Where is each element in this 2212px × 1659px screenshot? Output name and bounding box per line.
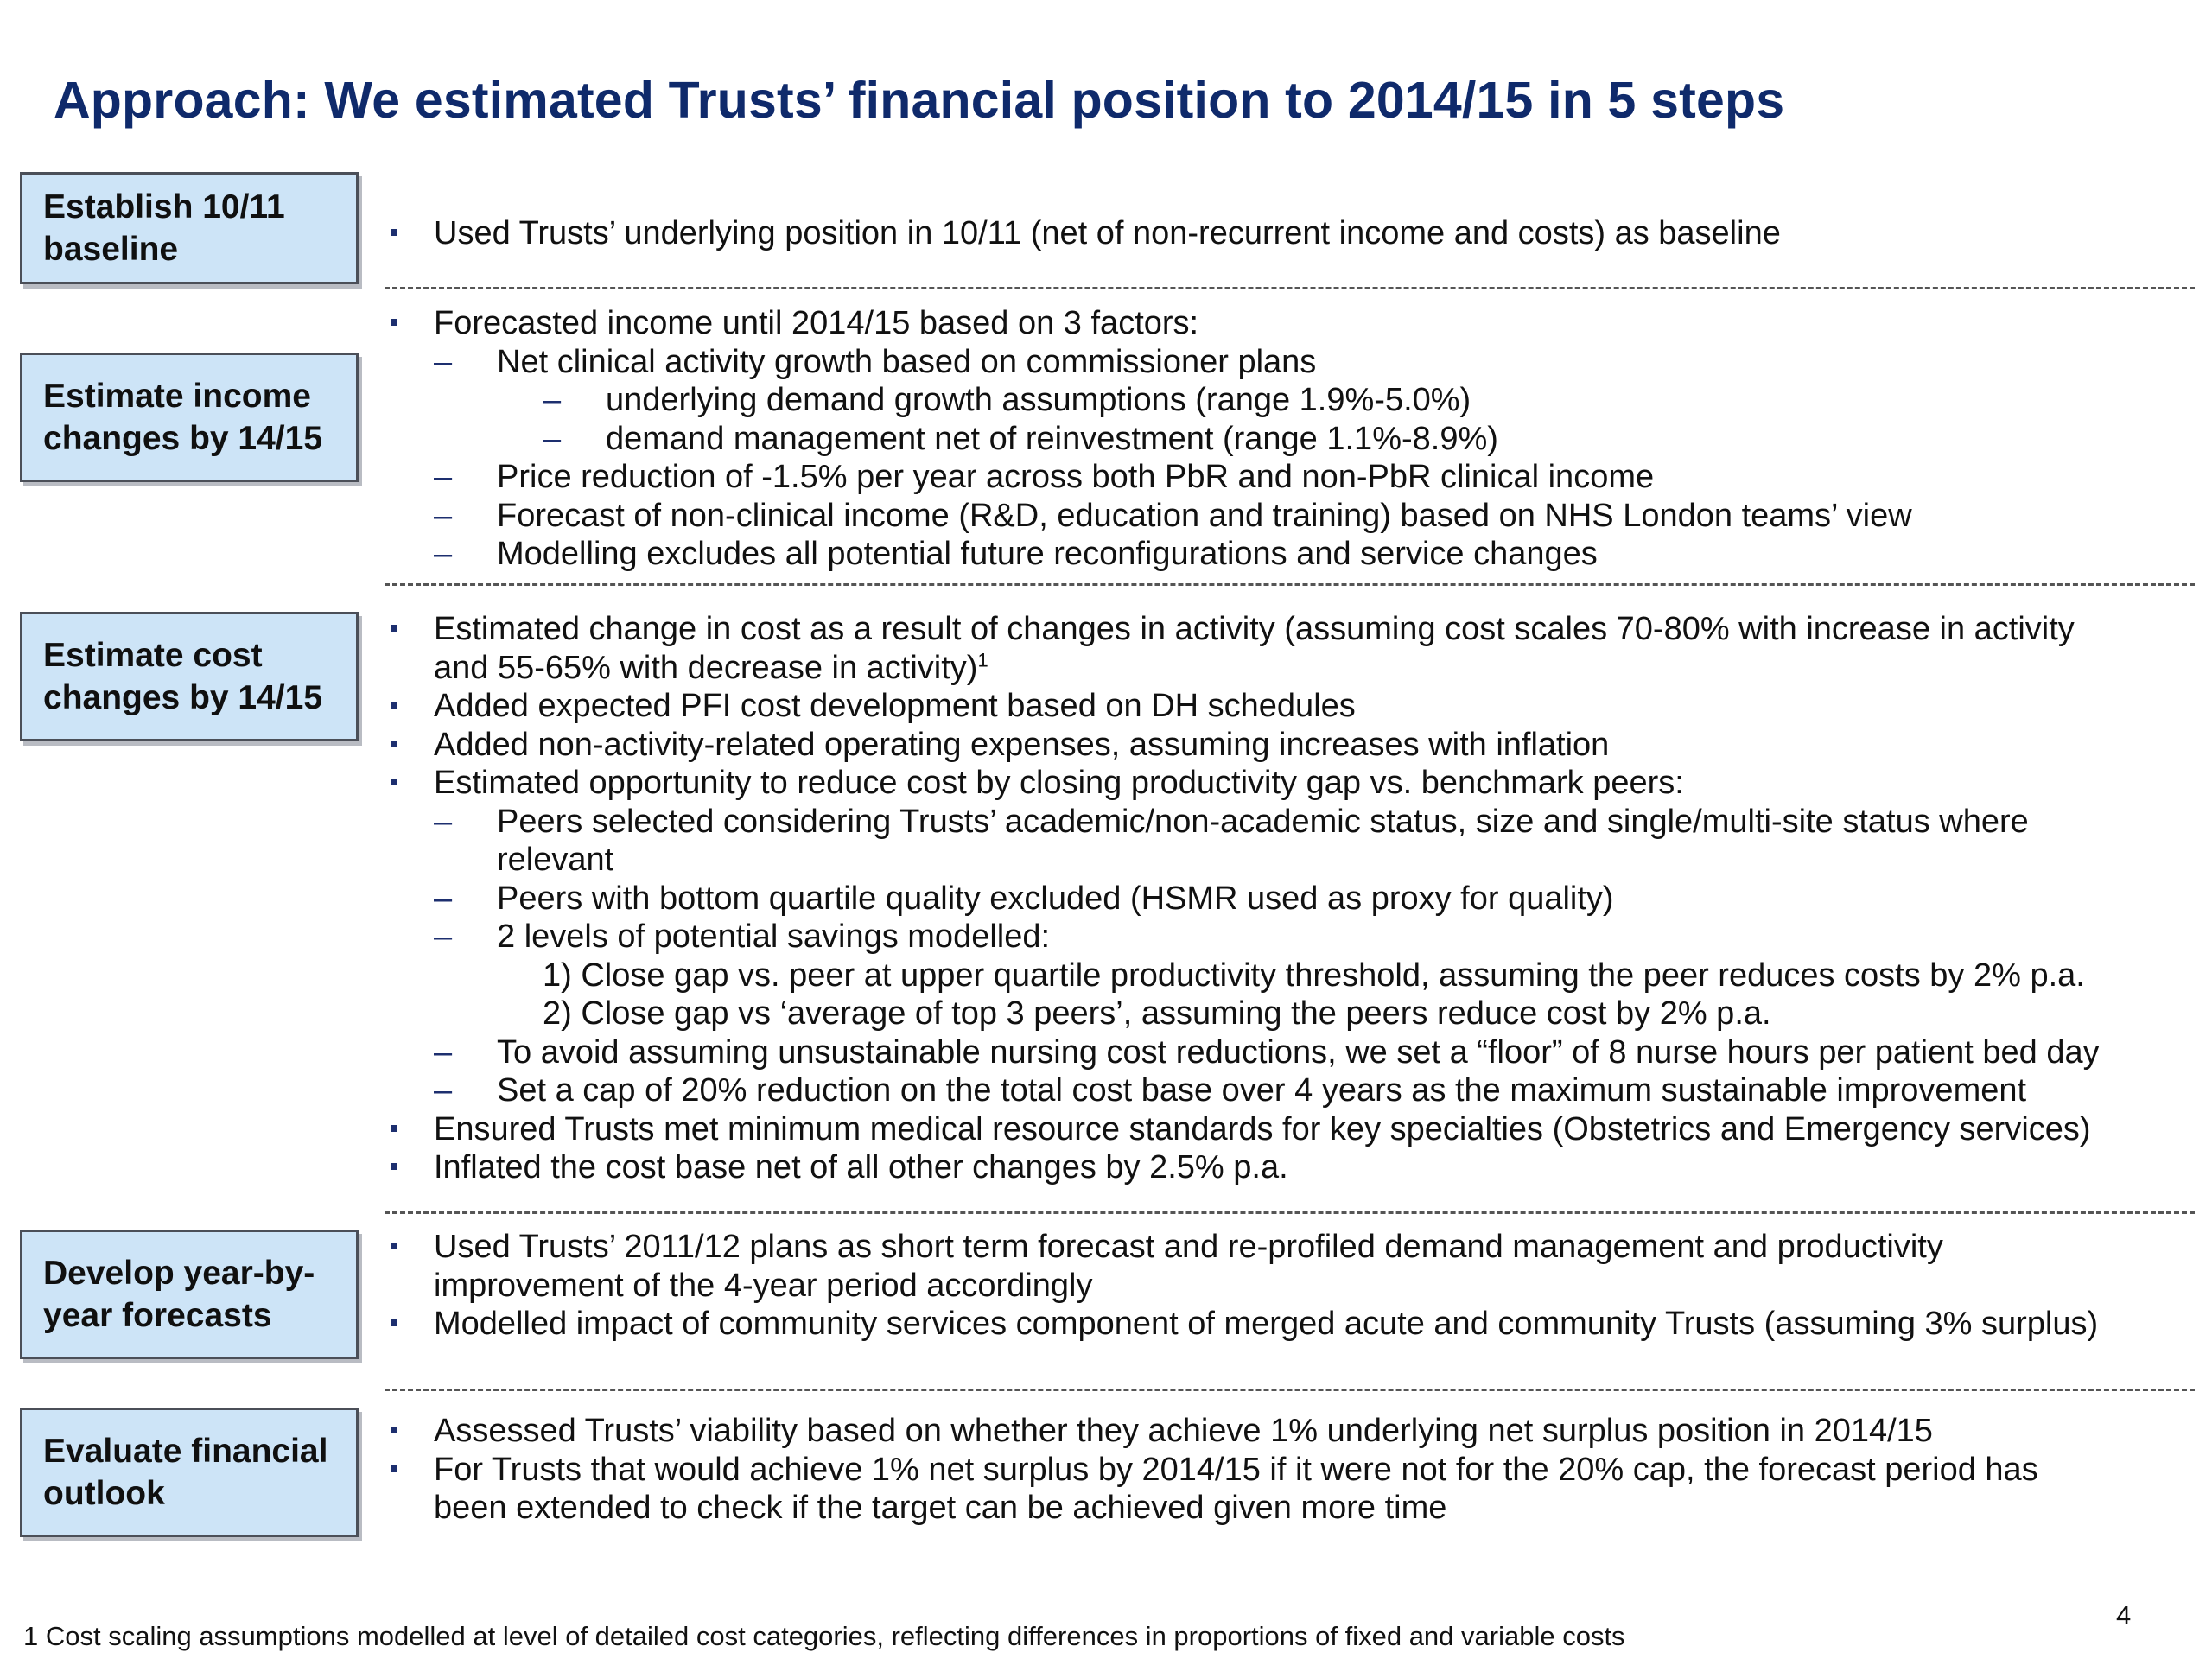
step-label-line2: baseline <box>43 231 179 268</box>
sub-bullet-item: – Peers with bottom quartile quality excluded (HSMR used as proxy for quality) <box>385 880 2100 918</box>
step-label-line2: year forecasts <box>43 1297 272 1334</box>
bullet-item: Estimated opportunity to reduce cost by closing productivity gap vs. benchmark peers: <box>385 764 2100 803</box>
bullet-text: Estimated change in cost as a result of changes in activity (assuming cost scales 70-80% with increase in activity <box>434 611 2075 647</box>
section-divider <box>385 1389 2195 1391</box>
section-divider <box>385 1211 2195 1214</box>
step-label-line1: Establish 10/11 <box>43 188 285 226</box>
bullet-item: Added non-activity-related operating expenses, assuming increases with inflation <box>385 726 2100 765</box>
bullet-item: Used Trusts’ 2011/12 plans as short term forecast and re-profiled demand management and productivity <box>385 1228 2098 1267</box>
step-label-line2: changes by 14/15 <box>43 420 323 457</box>
sub-bullet-item: – Set a cap of 20% reduction on the total cost base over 4 years as the maximum sustainable improvement <box>385 1071 2100 1110</box>
footnote: 1 Cost scaling assumptions modelled at level of detailed cost categories, reflecting differences in proportions of fixed and variable costs <box>23 1621 1625 1651</box>
step-box-establish-baseline <box>20 172 359 284</box>
bullet-item: Forecasted income until 2014/15 based on 3 factors: <box>385 304 1912 343</box>
step-box-estimate-income <box>20 353 359 482</box>
step-label-line2: changes by 14/15 <box>43 679 323 716</box>
bullet-item: Modelled impact of community services component of merged acute and community Trusts (assuming 3% surplus) <box>385 1305 2098 1344</box>
step-label-line1: Estimate cost <box>43 637 263 674</box>
bullet-item: Assessed Trusts’ viability based on whether they achieve 1% underlying net surplus position in 2014/15 <box>385 1412 2038 1451</box>
sub-bullet-item: – 2 levels of potential savings modelled: <box>385 918 2100 957</box>
sub-bullet-item: – Forecast of non-clinical income (R&D, education and training) based on NHS London teams’ view <box>385 497 1912 536</box>
sub-bullet-continuation: relevant <box>497 842 614 878</box>
bullet-continuation: improvement of the 4-year period accordingly <box>434 1267 1093 1304</box>
sub-sub-bullet-item: – underlying demand growth assumptions (range 1.9%-5.0%) <box>385 381 1912 420</box>
step-box-develop-forecasts <box>20 1230 359 1359</box>
sub-bullet-item: – Peers selected considering Trusts’ academic/non-academic status, size and single/multi-site status where <box>385 803 2100 842</box>
bullet-item: Inflated the cost base net of all other changes by 2.5% p.a. <box>385 1148 2100 1187</box>
section-divider <box>385 583 2195 586</box>
bullet-item: Added expected PFI cost development based on DH schedules <box>385 687 2100 726</box>
outlook-section <box>385 1412 2038 1528</box>
bullet-continuation <box>385 649 2100 688</box>
footnote-ref: 1 <box>977 648 988 671</box>
bullet-item: For Trusts that would achieve 1% net surplus by 2014/15 if it were not for the 20% cap, the forecast period has <box>385 1451 2038 1490</box>
step-label-line2: outlook <box>43 1475 165 1512</box>
bullet-item <box>385 610 2100 649</box>
income-section <box>385 304 1912 574</box>
page-title: Approach: We estimated Trusts’ financial position to 2014/15 in 5 steps <box>54 72 1785 129</box>
step-box-estimate-cost <box>20 612 359 741</box>
numbered-item: 1) Close gap vs. peer at upper quartile productivity threshold, assuming the peer reduces costs by 2% p.a. <box>543 957 2085 994</box>
forecast-section <box>385 1228 2098 1344</box>
bullet-item: Ensured Trusts met minimum medical resource standards for key specialties (Obstetrics and Emergency services) <box>385 1110 2100 1149</box>
step-label-line1: Develop year-by- <box>43 1255 315 1292</box>
sub-sub-bullet-item: – demand management net of reinvestment (range 1.1%-8.9%) <box>385 420 1912 459</box>
step-box-evaluate-outlook <box>20 1408 359 1537</box>
baseline-section <box>385 214 1781 253</box>
section-divider <box>385 287 2195 289</box>
step-label-line1: Estimate income <box>43 378 311 415</box>
cost-section <box>385 610 2100 1187</box>
sub-bullet-item: – Modelling excludes all potential future reconfigurations and service changes <box>385 535 1912 574</box>
bullet-continuation: been extended to check if the target can be achieved given more time <box>434 1490 1447 1526</box>
page-number: 4 <box>2116 1600 2132 1630</box>
bullet-text: and 55-65% with decrease in activity) <box>434 649 978 686</box>
sub-bullet-item: – Price reduction of -1.5% per year across both PbR and non-PbR clinical income <box>385 458 1912 497</box>
numbered-item: 2) Close gap vs ‘average of top 3 peers’, assuming the peers reduce cost by 2% p.a. <box>543 995 1771 1032</box>
sub-bullet-item: – To avoid assuming unsustainable nursing cost reductions, we set a “floor” of 8 nurse hours per patient bed day <box>385 1033 2100 1072</box>
sub-bullet-item: – Net clinical activity growth based on commissioner plans <box>385 343 1912 382</box>
bullet-item: Used Trusts’ underlying position in 10/11 (net of non-recurrent income and costs) as baseline <box>385 214 1781 253</box>
step-label-line1: Evaluate financial <box>43 1433 328 1470</box>
